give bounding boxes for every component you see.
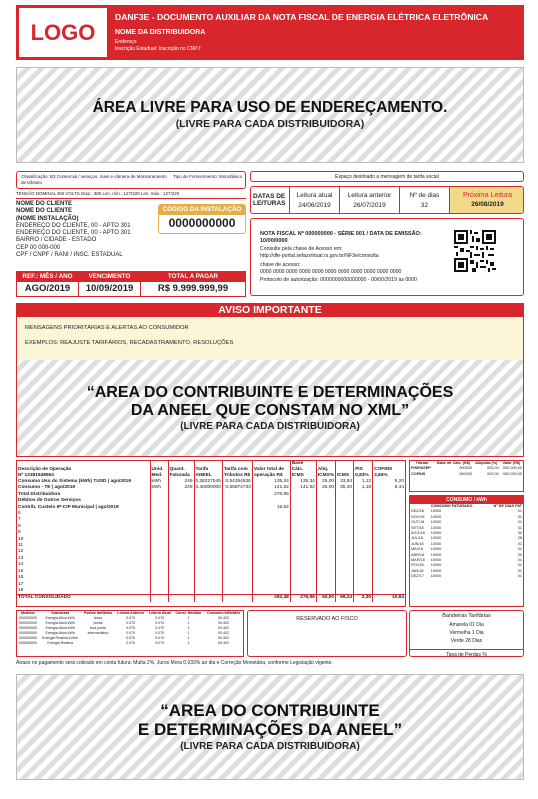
install-code-value: 0000000000: [168, 216, 236, 230]
consumo-month: FEV/18: [411, 563, 424, 568]
contrib-area-2-line-1: “AREA DO CONTRIBUINTE: [160, 701, 380, 721]
header-bar: [16, 5, 524, 60]
days-label: Nº de dias: [409, 192, 440, 199]
consumo-month: OUT/18: [411, 520, 425, 525]
items-total-cell: 276,96: [290, 595, 316, 602]
consumo-days: 01: [517, 563, 522, 568]
tributes-cell: 000.000,00: [502, 471, 522, 476]
consumo-value: 10000: [430, 552, 442, 557]
client-name: NOME DO CLIENTE: [16, 201, 73, 207]
items-header-row: [17, 461, 405, 479]
consumo-days: 01: [517, 520, 522, 525]
meters-header: Const. Medidor: [175, 611, 202, 615]
nf-consult: Consulte pela chave de Acesso em:: [260, 246, 343, 252]
meters-header: Leitura Anterior: [117, 611, 145, 615]
consumo-table: [410, 504, 523, 580]
contrib-area-1-line-2: DA ANEEL QUE CONSTAM NO XML”: [130, 401, 410, 419]
consumo-days: 30: [517, 531, 522, 536]
consumo-month: JUL/18: [411, 536, 424, 541]
consumo-title: CONSUMO / kWh: [410, 496, 523, 504]
consumo-days: 01: [517, 547, 522, 552]
meters-cell: intermediário: [87, 631, 109, 635]
tributes-header: Alíquota (%): [475, 461, 498, 465]
items-cell: 0,56874733: [222, 485, 252, 491]
notice-line-1: MENSAGENS PRIORITÁRIAS E ALERTAS AO CONSUMIDOR: [25, 325, 189, 331]
previous-label: Leitura anterior: [347, 192, 392, 199]
items-cell: 12: [17, 549, 150, 555]
contrib-area-1-subtitle: (LIVRE PARA CADA DISTRIBUIDORA): [180, 420, 360, 432]
consumo-value: 10000: [430, 558, 442, 563]
col-aliq: Alíq. ICMS%: [316, 461, 335, 479]
items-cell: 18: [17, 588, 150, 595]
items-cell: 0,38227545: [195, 479, 221, 484]
nf-key-label: chave de acesso:: [260, 262, 301, 268]
meters-cell: 0.070: [126, 631, 136, 635]
client-name-2: NOME DO CLIENTE: [16, 208, 73, 215]
meters-cell: 00.402: [218, 626, 230, 630]
items-cell: 5,44: [394, 485, 404, 491]
items-cell: 141,62: [252, 485, 290, 491]
meters-cell: 000000000: [19, 621, 38, 625]
items-cell: 7: [17, 517, 150, 523]
current-label: Leitura atual: [296, 192, 333, 199]
meters-cell: Energia Reativa kVArh: [42, 636, 79, 640]
items-cell: 14: [17, 562, 150, 568]
meters-cell: 1: [187, 621, 190, 625]
nf-box: [250, 218, 524, 296]
tributes-cell: 000,00: [487, 466, 499, 471]
items-cell: Consumo - TE | ago/2019: [17, 485, 150, 491]
items-cell: kWh: [150, 485, 168, 491]
items-cell: 6: [17, 511, 150, 517]
meters-header: Medidor: [21, 611, 36, 615]
meters-cell: Energia Ativa kWh: [45, 631, 75, 635]
col-cofins: COFINS 3,84%: [374, 467, 393, 478]
consumo-value: 10000: [430, 574, 442, 579]
items-cell: 141,62: [290, 485, 316, 491]
consumo-days: 01: [517, 525, 522, 530]
distributor-address: Endereço: [115, 39, 137, 45]
cfop-label: Nº 12381948564: [18, 473, 54, 478]
consumo-value: 10000: [430, 514, 442, 519]
items-cell: 11: [17, 543, 150, 549]
consumo-month: DEZ/17: [411, 574, 424, 579]
consumo-box: [409, 495, 524, 607]
consumo-value: 10000: [430, 563, 442, 568]
items-cell: [150, 588, 168, 595]
col-base: Base Cálc. ICMS: [290, 461, 316, 479]
notice-box: [16, 303, 524, 457]
meters-cell: 000000000: [19, 636, 38, 640]
items-cell: 249: [168, 485, 194, 491]
client-city: BAIRRO / CIDADE - ESTADO: [16, 237, 97, 244]
items-total-cell: [168, 595, 194, 602]
client-installation-name: (NOME INSTALAÇÃO): [16, 215, 79, 222]
tributes-header: Valor (R$): [502, 461, 521, 465]
classification-box: [16, 171, 246, 189]
consumo-head-billed: CONSUMO FATURADO: [430, 504, 473, 508]
fisco-box: [247, 610, 407, 657]
consumo-days: 01: [517, 568, 522, 573]
due-label: VENCIMENTO: [79, 272, 140, 282]
notice-messages: [17, 317, 523, 360]
items-cell: 135,34: [290, 479, 316, 485]
items-cell: 5,20: [394, 479, 404, 484]
meters-cell: 00.402: [218, 641, 230, 645]
consumo-month: DEZ/18: [411, 509, 424, 514]
items-cell: 1,12: [354, 479, 373, 485]
meters-cell: 0.070: [155, 616, 165, 620]
items-total-row: [17, 595, 405, 602]
consumo-days: 01: [517, 558, 522, 563]
nf-key: 0000 0000 0000 0000 0000 0000 0000 0000 0000 0000 0000: [260, 269, 402, 275]
items-cell: 17: [17, 582, 150, 588]
address-area-subtitle: (LIVRE PARA CADA DISTRIBUIDORA): [175, 118, 365, 131]
consumo-month: JAN/18: [411, 568, 424, 573]
ref-label: REF.: MÊS / ANO: [17, 272, 78, 282]
loss-rate: Taxa de Perdas %: [410, 649, 523, 658]
consumo-month: MAI/18: [411, 547, 424, 552]
nf-title: NOTA FISCAL Nº 000000000 - SÉRIE 001 / DATA DE EMISSÃO: 10/00/0000: [260, 231, 422, 244]
items-cell: [336, 588, 354, 595]
items-cell: 1,18: [354, 485, 373, 491]
consumo-value: 10000: [430, 531, 442, 536]
total-label: TOTAL A PAGAR: [141, 272, 245, 282]
late-payment-notice: Atraso no pagamento será cobrado em conta futura: Multa 2%, Juros Mora 0,033% ao dia e Correção Monetária, conforme Legislação vigente.: [16, 660, 333, 666]
items-cell: 249: [168, 479, 194, 485]
consumo-month: ABR/18: [411, 552, 425, 557]
meters-header: Leitura Atual: [148, 611, 171, 615]
items-total-cell: [222, 595, 252, 602]
meters-cell: 1: [187, 626, 190, 630]
next-label: Próxima Leitura: [462, 192, 513, 199]
tributes-header: Base de Cálc. (R$): [436, 461, 471, 465]
items-cell: [222, 588, 252, 595]
classification-text: Classificação: B3 Comercial / serviços, mais e câmera de Monitoramento de trânsito: [21, 174, 167, 185]
meters-cell: único: [93, 616, 103, 620]
items-cell: Contrib. Custeio IP-CIP Municipal | ago/2019: [17, 505, 150, 511]
flag-verde: Verde 28 Dias: [450, 638, 483, 644]
items-table: [17, 461, 405, 602]
contrib-area-2-subtitle: (LIVRE PARA CADA DISTRIBUIDORA): [180, 740, 360, 752]
install-code-box: [158, 204, 246, 234]
consumo-value: 10000: [430, 525, 442, 530]
tributes-box: [409, 460, 524, 492]
consumo-days: 28: [517, 536, 522, 541]
meters-header: Grandezas: [50, 611, 70, 615]
consumo-month: SET/18: [411, 525, 424, 530]
col-description: Descrição de Operação Nº 12381948564: [17, 461, 150, 479]
divider-voltage: [16, 198, 246, 199]
meters-cell: 1: [187, 616, 190, 620]
meters-cell: 0.070: [126, 636, 136, 640]
tariff-message: Espaço destinado a mensagem de tarifa social: [250, 171, 524, 182]
items-cell: 15: [17, 569, 150, 575]
items-row: [17, 588, 405, 595]
consumo-month: AGO/18: [411, 531, 425, 536]
items-cell: [194, 588, 222, 595]
meters-cell: 0.070: [155, 626, 165, 630]
consumo-days: 01: [517, 541, 522, 546]
consumo-days: 01: [517, 514, 522, 519]
flag-vermelha: Vermelha 1 Dia: [449, 630, 484, 636]
items-total-cell: 292,48: [252, 595, 290, 602]
items-total-cell: 50,00: [316, 595, 335, 602]
cnpj-label: Inscrição no CNPJ:: [158, 46, 202, 52]
address-area-title: ÁREA LIVRE PARA USO DE ENDEREÇAMENTO.: [92, 98, 448, 116]
previous-date: 26/07/2019: [353, 201, 386, 209]
contrib-area-1: [17, 360, 523, 456]
readings-days: [399, 187, 449, 214]
notice-line-2: EXEMPLOS: REAJUSTE TARIFÁRIOS, RECADASTRAMENTO, RESOLUÇÕES: [25, 340, 234, 347]
tributes-cell: PIS/PASEP: [411, 466, 431, 471]
consumo-value: 10000: [430, 509, 442, 514]
client-block: [16, 201, 156, 259]
consumo-head-days: Nº DE DIAS FAT: [493, 504, 522, 508]
client-address-1: ENDEREÇO DO CLIENTE, 00 - APTO 301: [16, 222, 131, 229]
col-tariff: Tarifa ANEEL: [194, 461, 222, 479]
meters-cell: 1: [187, 636, 190, 640]
meters-cell: 0.070: [155, 621, 165, 625]
total-value: R$ 9.999.999,99: [157, 283, 229, 294]
due-cell: [79, 272, 141, 296]
items-total-cell: TOTAL CONSOLIDADO: [17, 595, 150, 602]
items-cell: [354, 588, 373, 595]
items-cell: 16: [17, 575, 150, 581]
readings-current: [289, 187, 339, 214]
ref-cell: [17, 272, 79, 296]
contrib-area-2: [16, 674, 524, 780]
meters-cell: 0.070: [126, 641, 136, 645]
items-cell: [373, 588, 405, 595]
items-cell: 8: [17, 524, 150, 530]
items-cell: 15,52: [252, 505, 290, 511]
consumo-value: 10000: [430, 520, 442, 525]
current-date: 24/06/2019: [298, 201, 331, 209]
next-date: 26/08/2019: [471, 201, 504, 208]
items-cell: [316, 588, 335, 595]
address-area: [16, 67, 524, 163]
col-icms: ICMS: [336, 461, 354, 479]
items-cell: 0,40000000: [195, 485, 221, 491]
meters-table: [17, 611, 243, 646]
contrib-area-2-line-2: E DETERMINAÇÕES DA ANEEL”: [137, 719, 403, 739]
items-total-cell: [194, 595, 222, 602]
items-cell: Total Distribuidora: [17, 492, 150, 498]
items-total-cell: 10,64: [391, 595, 404, 601]
flag-amarela: Amarela 01 Dia: [449, 622, 484, 628]
tributes-cell: 000.000,00: [502, 466, 522, 471]
logo: [19, 8, 107, 57]
col-quantity: Quant. Faturada: [168, 461, 194, 479]
meters-cell: 0.070: [126, 626, 136, 630]
col-total: Valor total de operação R$: [252, 461, 290, 479]
readings-box: [250, 186, 524, 214]
meters-cell: 000000000: [19, 626, 38, 630]
meters-cell: Energia Reativa: [47, 641, 73, 645]
due-value: 10/09/2019: [85, 283, 134, 294]
consumo-row: [410, 574, 523, 579]
consumo-value: 10000: [430, 547, 442, 552]
consumo-month: MAR/18: [411, 558, 425, 563]
tributes-cell: 000000: [459, 471, 472, 476]
items-cell: 9: [17, 530, 150, 536]
consumo-value: 10000: [430, 536, 442, 541]
nf-protocol: Protocolo de autorização: 0000000000000000 - 00/00/2019 às 0000: [260, 277, 417, 283]
meters-cell: 0.070: [155, 641, 165, 645]
meters-cell: 00.402: [218, 621, 230, 625]
client-address-2: ENDEREÇO DO CLIENTE, 00 - APTO 301: [16, 230, 131, 237]
notice-title: AVISO IMPORTANTE: [17, 304, 523, 317]
client-cep: CEP 00 000-000: [16, 244, 61, 251]
items-cell: Consumo Uso do Sistema (kWh) TUSD | ago/2019: [17, 479, 150, 485]
items-box: [16, 460, 406, 607]
header-title: DANF3E - DOCUMENTO AUXILIAR DA NOTA FISCAL DE ENERGIA ELÉTRICA ELETRÔNICA: [115, 12, 489, 22]
items-cell: 33,84: [336, 479, 354, 485]
tributes-cell: 000000: [459, 466, 472, 471]
payment-box: [16, 271, 246, 297]
items-total-cell: 69,24: [336, 595, 354, 602]
meters-cell: ponta: [93, 621, 103, 625]
items-total-cell: [150, 595, 168, 602]
ref-value: AGO/2019: [24, 283, 71, 294]
consumo-value: 10000: [430, 568, 442, 573]
meters-row: [17, 641, 243, 646]
meters-cell: Energia Ativa kWh: [45, 626, 75, 630]
items-cell: 25,00: [316, 479, 335, 485]
meters-cell: fora ponta: [89, 626, 107, 630]
tributes-table: [410, 461, 523, 477]
meters-cell: 00.402: [218, 631, 230, 635]
voltage-line: TENSÃO NOMINAL EM VOLTS Disp.: 380 Lim. mín.: 127/220 Lim. máx.: 127/220: [16, 191, 180, 196]
total-cell: [141, 272, 245, 296]
meters-cell: 0.070: [126, 616, 136, 620]
readings-previous: [339, 187, 399, 214]
col-unit: Unid. Med.: [150, 461, 168, 479]
meters-cell: 000000000: [19, 631, 38, 635]
items-cell: 10: [17, 537, 150, 543]
consumo-month: NOV/18: [411, 514, 425, 519]
meters-cell: 0.070: [155, 636, 165, 640]
meters-header: Postos tarifários: [83, 611, 113, 615]
meters-cell: 00.402: [218, 636, 230, 640]
col-tariff-taxes: Tarifa com Tributos R$: [222, 461, 252, 479]
consumo-days: 01: [517, 509, 522, 514]
meters-cell: 0.070: [155, 631, 165, 635]
days-value: 32: [420, 201, 429, 209]
meters-header: Consumo kWh/Mês: [206, 611, 241, 615]
meters-cell: Energia Ativa kWh: [45, 621, 75, 625]
tributes-row: [410, 472, 523, 477]
items-total-cell: 2,30: [354, 595, 373, 602]
col-pis: PIS 0,83%: [354, 461, 373, 479]
supply-type: Tipo de Fornecimento: Monofásico: [173, 174, 243, 179]
tributes-cell: COFINS: [411, 471, 426, 476]
meters-cell: [81, 641, 115, 646]
items-cell: 135,34: [252, 479, 290, 485]
logo-text: LOGO: [30, 19, 96, 45]
meters-box: [16, 610, 244, 657]
consumo-value: 10000: [430, 541, 442, 546]
meters-cell: 0.070: [126, 621, 136, 625]
readings-label: DATAS DE LEITURAS: [253, 193, 286, 208]
items-cell: 25,00: [316, 485, 335, 491]
consumo-days: 30: [517, 552, 522, 557]
distributor-ids: [115, 46, 201, 52]
items-cell: Débitos de Outros Serviços: [17, 498, 150, 504]
meters-cell: 1: [187, 631, 190, 635]
contrib-area-1-line-1: “AREA DO CONTRIBUINTE E DETERMINAÇÕES: [86, 384, 454, 402]
items-cell: 13: [17, 556, 150, 562]
install-code-label: CÓDIGO DA INSTALAÇÃO: [159, 205, 245, 215]
meters-cell: 000000000: [19, 641, 38, 645]
ie-label: Inscrição Estadual:: [115, 46, 158, 52]
items-cell: [290, 588, 316, 595]
items-cell: kWh: [150, 479, 168, 485]
qr-code-icon: [454, 230, 496, 272]
items-cell: [168, 588, 194, 595]
distributor-name: NOME DA DISTRIBUIDORA: [115, 29, 206, 36]
readings-next: [449, 187, 524, 214]
items-cell: 35,40: [336, 485, 354, 491]
nf-url: http://dfe-portal.sefazvirtual.rs.gov.br/NF3e/consulta: [260, 253, 379, 259]
meters-cell: 00.402: [218, 616, 230, 620]
meters-cell: 1: [187, 641, 190, 645]
tributes-cell: 000,00: [487, 471, 499, 476]
items-cell: 276,96: [252, 492, 290, 498]
tributes-header: Tributo: [415, 461, 429, 465]
meters-cell: Energia Ativa kWh: [45, 616, 75, 620]
items-cell: [252, 588, 290, 595]
fisco-label: RESERVADO AO FISCO: [296, 616, 358, 622]
items-cell: 0,54354536: [222, 479, 252, 485]
flags-box: [409, 610, 524, 657]
flags-title: Bandeiras Tarifárias: [442, 613, 491, 619]
client-doc: CPF / CNPF / RANI / INSC. ESTADUAL: [16, 252, 123, 259]
consumo-month: JUN/18: [411, 541, 424, 546]
consumo-days: 01: [517, 574, 522, 579]
meters-cell: 000000000: [19, 616, 38, 620]
